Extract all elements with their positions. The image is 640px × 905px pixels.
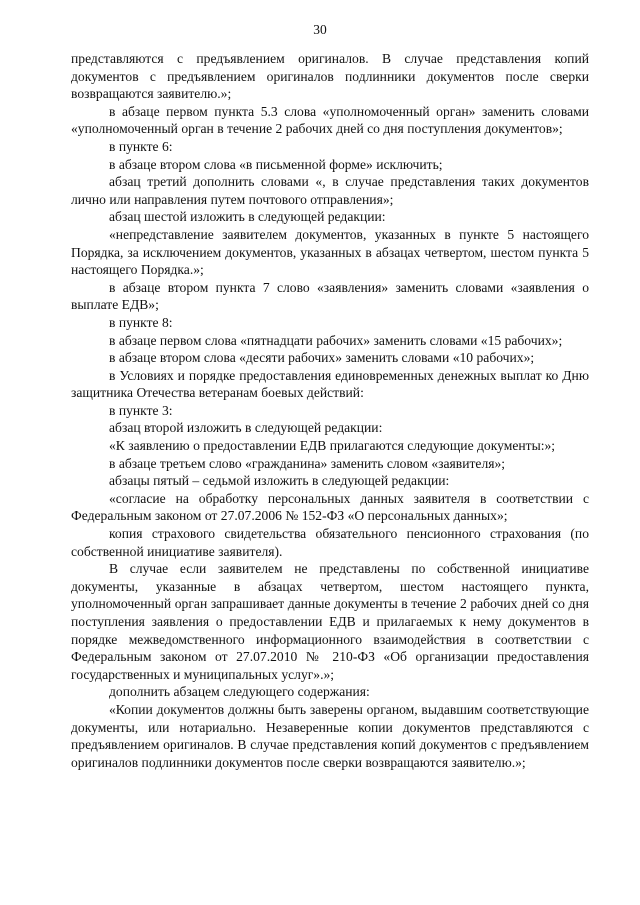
paragraph-14: абзац второй изложить в следующей редакции: xyxy=(109,420,383,436)
paragraph-7: «непредставление заявителем документов, указанных в пункте 5 настоящего Порядка, за исключением документов, указанных в абзацах четвертом, шестом пункта 5 настоящего Порядка.»; xyxy=(71,226,589,278)
paragraph-9: в пункте 8: xyxy=(109,314,173,330)
paragraph-13: в пункте 3: xyxy=(109,402,173,418)
paragraph-19: копия страхового свидетельства обязательного пенсионного страхования (по собственной инициативе заявителя). xyxy=(71,526,589,559)
paragraph-5: абзац третий дополнить словами «, в случае представления таких документов лично или направления путем почтового отправления»; xyxy=(71,174,589,207)
document-body xyxy=(71,50,589,771)
paragraph-16: в абзаце третьем слово «гражданина» заменить словом «заявителя»; xyxy=(109,455,506,471)
paragraph-12: в Условиях и порядке предоставления единовременных денежных выплат ко Дню защитника Отечества ветеранам боевых действий: xyxy=(71,367,589,401)
paragraph-15: «К заявлению о предоставлении ЕДВ прилагаются следующие документы:»; xyxy=(109,438,556,454)
paragraph-21: дополнить абзацем следующего содержания: xyxy=(109,684,370,700)
paragraph-8: в абзаце втором пункта 7 слово «заявления» заменить словами «заявления о выплате ЕДВ»; xyxy=(71,279,589,313)
paragraph-1: представляются с предъявлением оригиналов. В случае представления копий документов с предъявлением оригиналов подлинники документов после сверки возвращаются заявителю.»; xyxy=(71,51,589,102)
paragraph-3: в пункте 6: xyxy=(109,138,173,154)
paragraph-10: в абзаце первом слова «пятнадцати рабочих» заменить словами «15 рабочих»; xyxy=(109,332,563,348)
paragraph-2: в абзаце первом пункта 5.3 слова «уполномоченный орган» заменить словами «уполномоченный орган в течение 2 рабочих дней со дня поступления документов»; xyxy=(71,103,589,137)
page-number: 30 xyxy=(313,22,327,37)
paragraph-18: «согласие на обработку персональных данных заявителя в соответствии с Федеральным законом от 27.07.2006 № 152-ФЗ «О персональных данных»; xyxy=(71,490,589,524)
paragraph-4: в абзаце втором слова «в письменной форме» исключить; xyxy=(109,156,443,172)
paragraph-17: абзацы пятый – седьмой изложить в следующей редакции: xyxy=(109,473,450,489)
paragraph-20: В случае если заявителем не представлены по собственной инициативе документы, указанные в абзацах четвертом, шестом настоящего пункта, уполномоченный орган запрашивает данные документы в течение 2 рабочих дней со дня поступления заявления о предоставлении ЕДВ и прилагаемых к нему документов в порядке межведомственного информационного взаимодействия в соответствии с Федеральным законом от 27.07.2010 № 210-ФЗ «Об организации предоставления государственных и муниципальных услуг».»; xyxy=(71,561,589,682)
paragraph-22: «Копии документов должны быть заверены органом, выдавшим соответствующие документы, или нотариально. Незаверенные копии документов представляются с предъявлением оригиналов. В случае представления копий документов с предъявлением оригиналов подлинники документов после сверки возвращаются заявителю.»; xyxy=(71,701,589,770)
paragraph-11: в абзаце втором слова «десяти рабочих» заменить словами «10 рабочих»; xyxy=(109,350,535,366)
paragraph-6: абзац шестой изложить в следующей редакции: xyxy=(109,209,386,225)
